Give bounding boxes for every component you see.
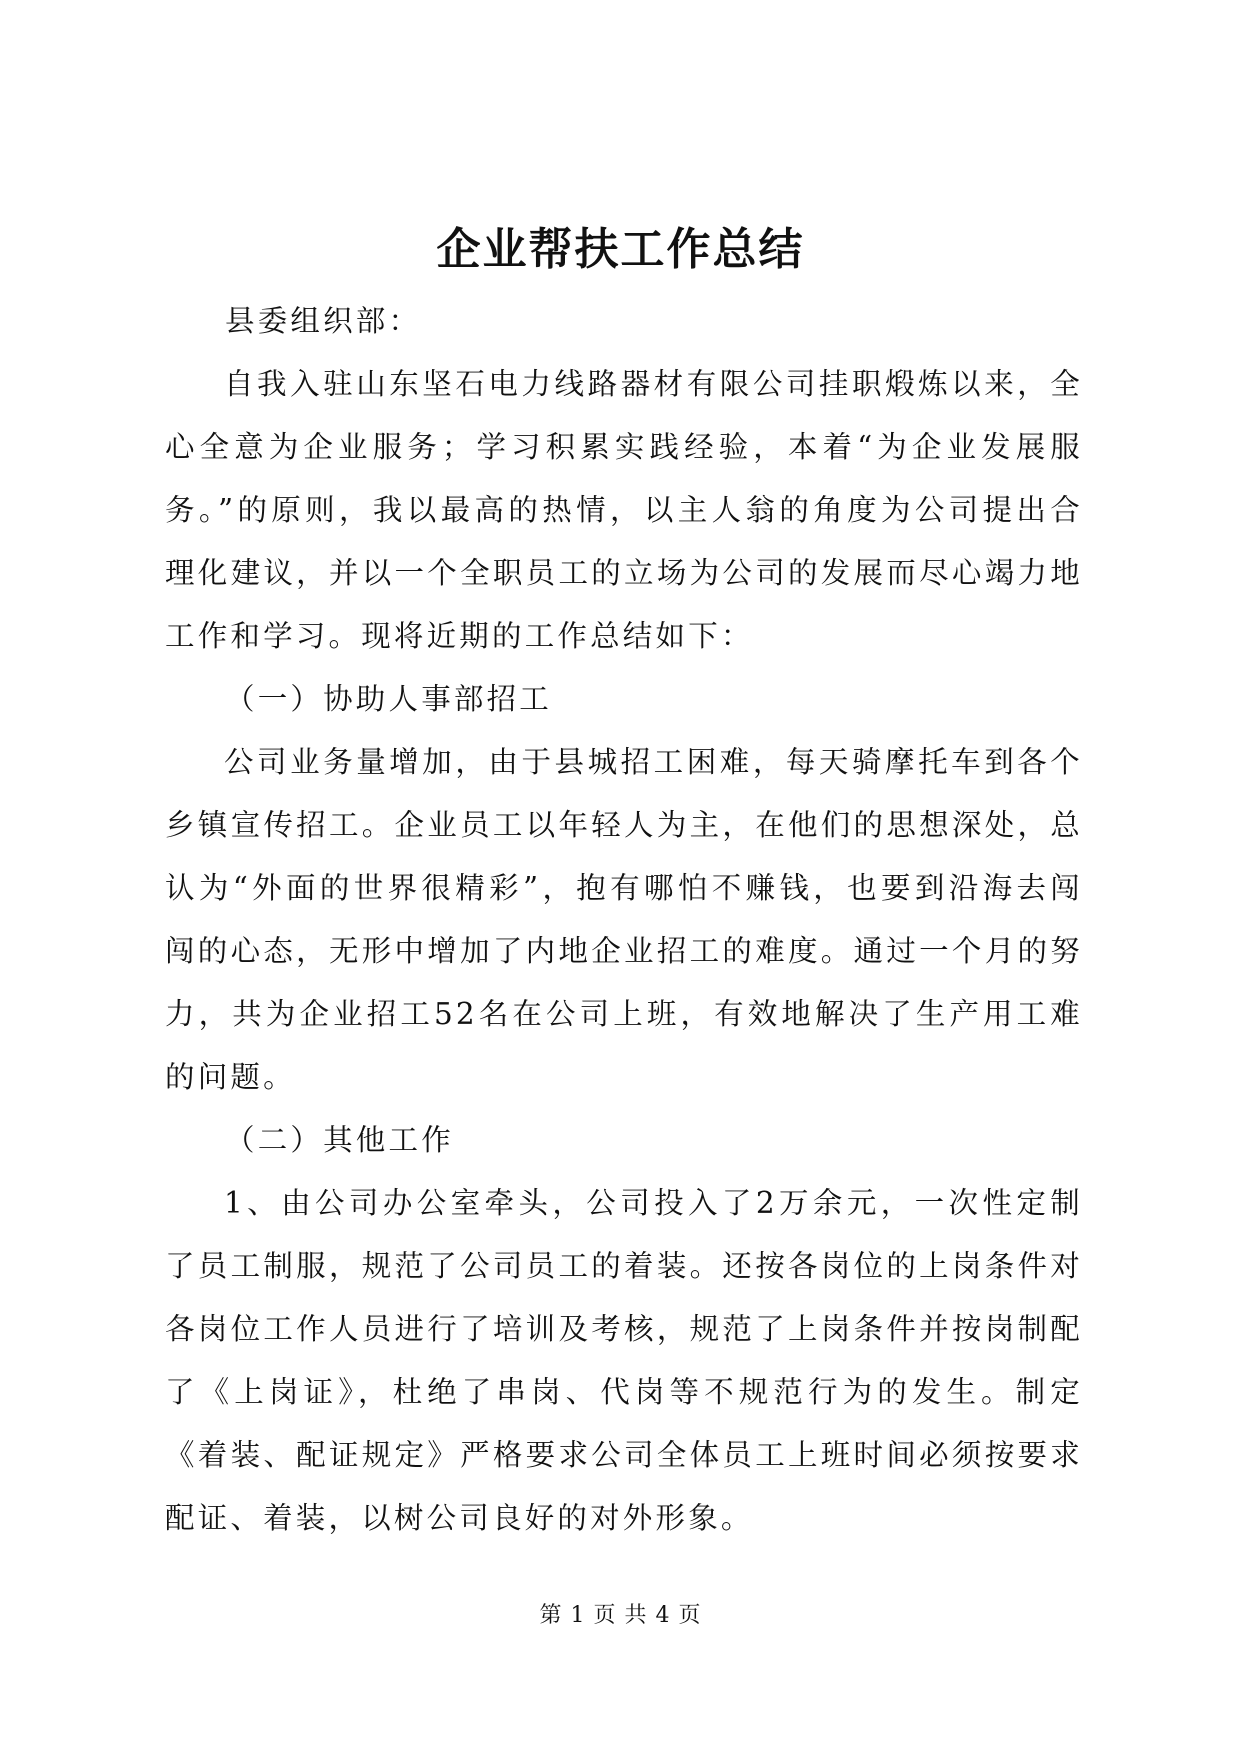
- intro-paragraph: 自我入驻山东坚石电力线路器材有限公司挂职煅炼以来，全心全意为企业服务；学习积累实践经验，本着“为企业发展服务。”的原则，我以最高的热情，以主人翁的角度为公司提出合理化建议，并以一个全职员工的立场为公司的发展而尽心竭力地工作和学习。现将近期的工作总结如下：: [165, 367, 1083, 653]
- page-number-footer: 第 1 页 共 4 页: [539, 1603, 702, 1628]
- intro-paragraph-block: [165, 353, 1083, 668]
- salutation: 县委组织部：: [225, 304, 422, 338]
- recruitment-paragraph: 公司业务量增加，由于县城招工困难，每天骑摩托车到各个乡镇宣传招工。企业员工以年轻人为主，在他们的思想深处，总认为“外面的世界很精彩”，抱有哪怕不赚钱，也要到沿海去闯闯的心态，无形中增加了内地企业招工的难度。通过一个月的努力，共为企业招工52名在公司上班，有效地解决了生产用工难的问题。: [165, 745, 1083, 1094]
- other-work-paragraph-block: [165, 1172, 1083, 1550]
- other-work-paragraph: 1、由公司办公室牵头，公司投入了2万余元，一次性定制了员工制服，规范了公司员工的着装。还按各岗位的上岗条件对各岗位工作人员进行了培训及考核，规范了上岗条件并按岗制配了《上岗证》，杜绝了串岗、代岗等不规范行为的发生。制定《着装、配证规定》严格要求公司全体员工上班时间必须按要求配证、着装，以树公司良好的对外形象。: [165, 1186, 1083, 1535]
- recruitment-paragraph-block: [165, 731, 1083, 1109]
- section-heading-recruitment: （一）协助人事部招工: [225, 682, 553, 716]
- section-heading-other-work: （二）其他工作: [225, 1123, 454, 1157]
- document-title: 企业帮扶工作总结: [436, 224, 805, 275]
